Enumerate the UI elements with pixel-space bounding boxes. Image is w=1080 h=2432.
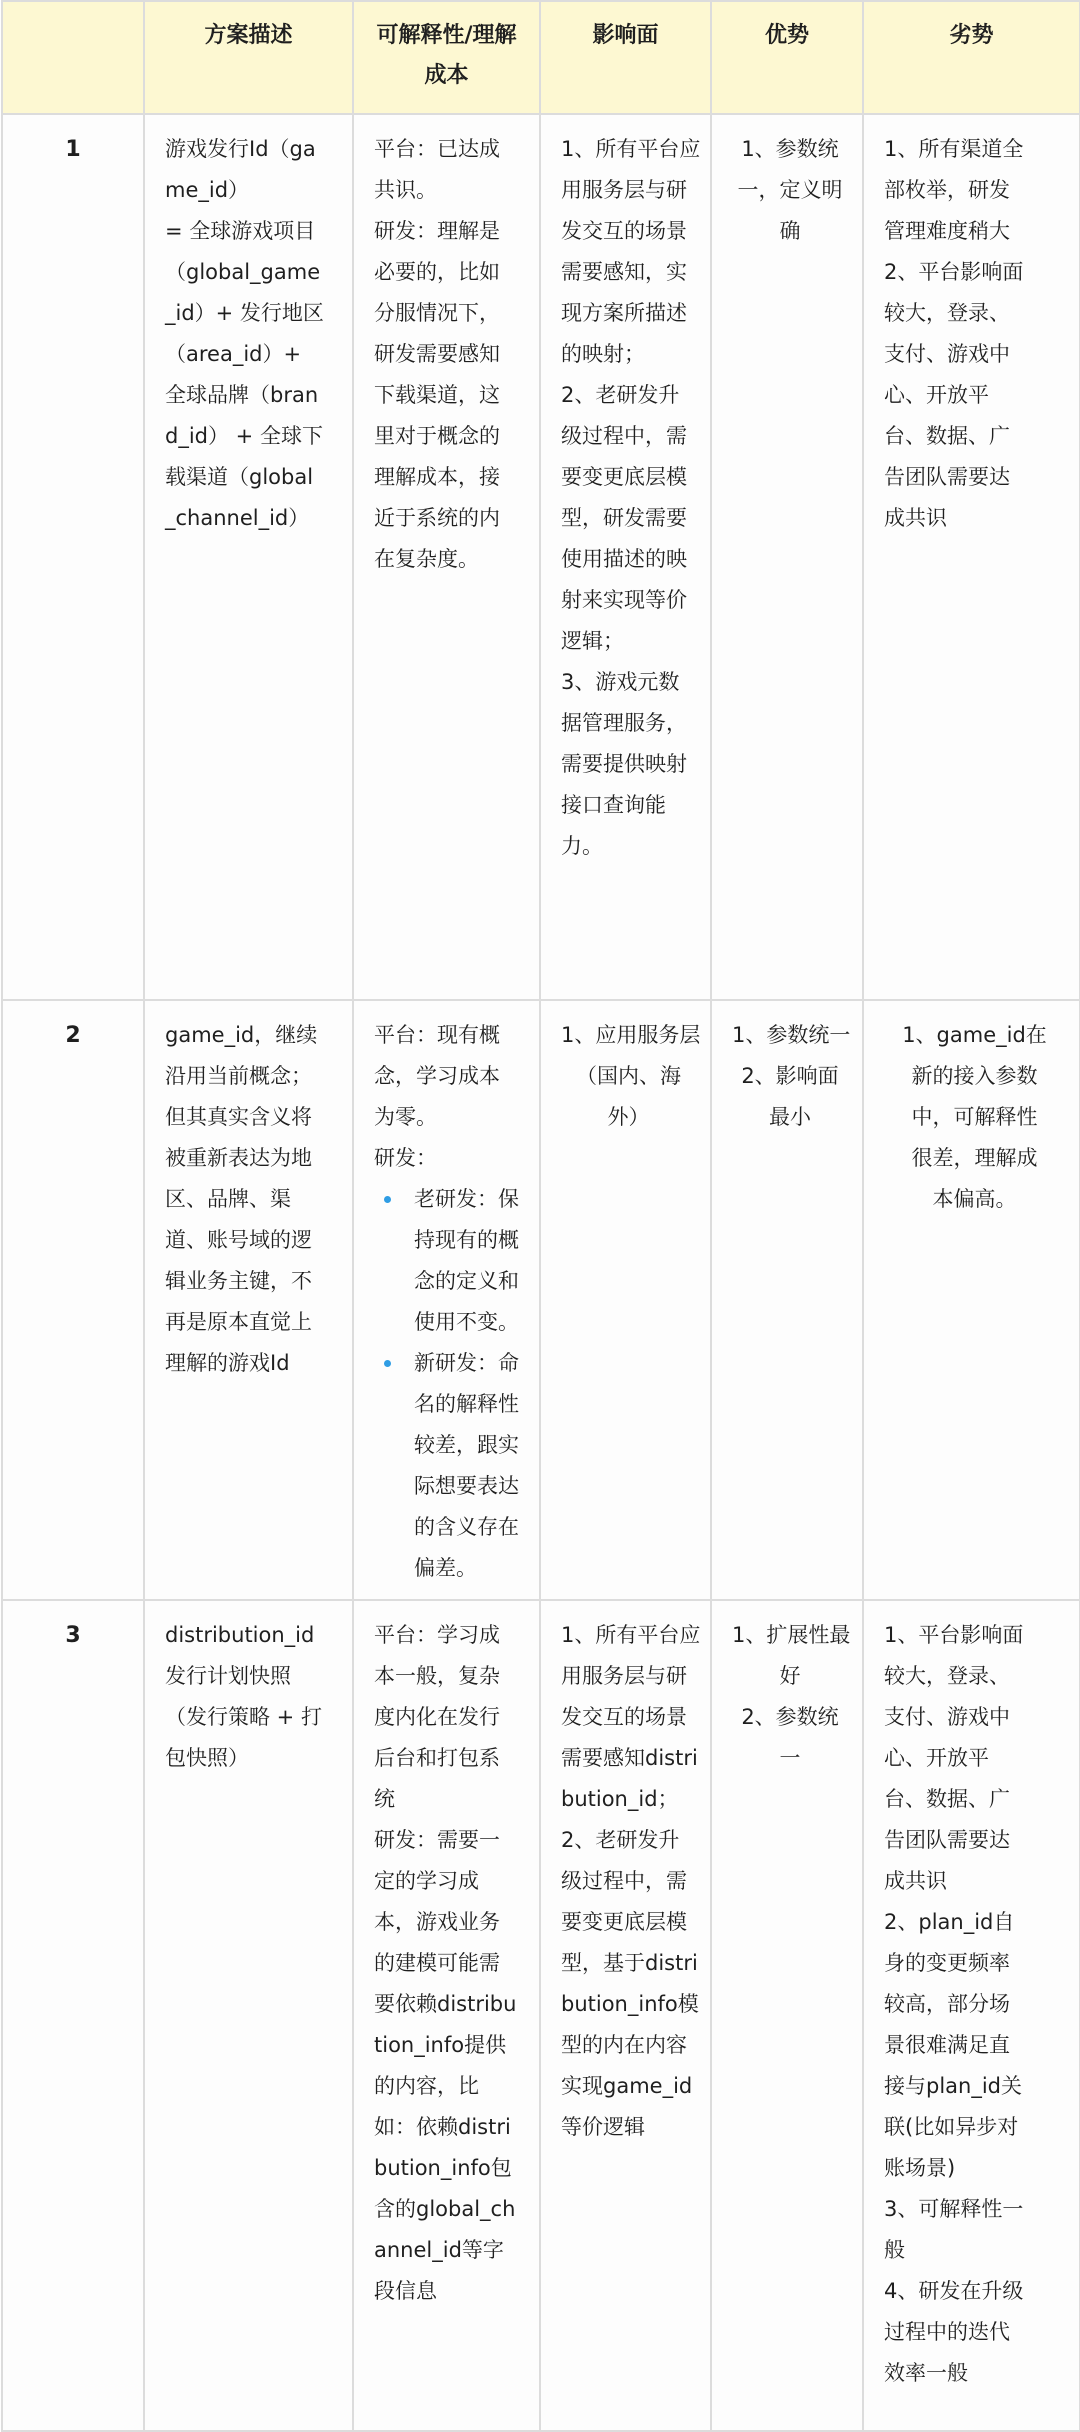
cell-line: 但其真实含义将 <box>165 1105 312 1129</box>
cell-description <box>144 1600 353 2431</box>
cell-line: 心、开放平 <box>884 383 989 407</box>
cell-line: 级过程中，需 <box>561 424 687 448</box>
cell-line: 型，基于distri <box>561 1951 698 1975</box>
cell-line: 使用不变。 <box>414 1310 519 1334</box>
cell-line: d_id） + 全球下 <box>165 424 323 448</box>
cell-line: 要变更底层模 <box>561 1910 687 1934</box>
header-cons: 劣势 <box>863 1 1080 114</box>
table-row <box>2 1600 1080 2431</box>
cell-line: 里对于概念的 <box>374 424 500 448</box>
header-row <box>2 1 1080 114</box>
cell-line: 含的global_ch <box>374 2197 516 2221</box>
cell-impact <box>540 1000 711 1600</box>
cell-line: 平台：现有概 <box>374 1023 500 1047</box>
cell-line: 部枚举，研发 <box>884 178 1010 202</box>
cell-line: 台、数据、广 <box>884 1787 1010 1811</box>
cell-line: 要依赖distribu <box>374 1992 517 2016</box>
cell-line: 的含义存在 <box>414 1515 519 1539</box>
cell-line: 1、应用服务层 <box>561 1023 701 1047</box>
cell-line: 平台：已达成 <box>374 137 500 161</box>
cell-line: 偏差。 <box>414 1556 477 1580</box>
cell-line: 很差，理解成 <box>911 1146 1038 1170</box>
cell-line: 支付、游戏中 <box>884 342 1010 366</box>
cell-line: 际想要表达 <box>414 1474 519 1498</box>
cell-cons <box>863 1600 1080 2431</box>
cell-line: 较高，部分场 <box>884 1992 1010 2016</box>
cell-line: me_id） <box>165 178 250 202</box>
cell-line: 管理难度稍大 <box>884 219 1010 243</box>
cell-line: 型，研发需要 <box>561 506 687 530</box>
header-index <box>2 1 144 114</box>
cell-line: 的建模可能需 <box>374 1951 500 1975</box>
cell-line: 研发：理解是 <box>374 219 500 243</box>
cell-line: 一 <box>779 1746 801 1770</box>
cell-line: 1、参数统一 <box>732 1023 851 1047</box>
cell-line: 研发： <box>374 1146 437 1170</box>
cell-line: 念的定义和 <box>414 1269 519 1293</box>
cell-line: （area_id）+ <box>165 342 302 366</box>
cell-line: 新研发：命 <box>414 1351 519 1375</box>
header-explainability-line: 可解释性/理解 <box>376 23 517 48</box>
cell-line: 本偏高。 <box>932 1187 1017 1211</box>
cell-line: 为零。 <box>374 1105 437 1129</box>
cell-line: 统 <box>374 1787 395 1811</box>
cell-line: 告团队需要达 <box>884 1828 1010 1852</box>
cell-line: （global_game <box>165 260 321 284</box>
cell-line: 过程中的迭代 <box>884 2320 1010 2344</box>
cell-line: 好 <box>779 1664 801 1688</box>
cell-explainability <box>353 1000 540 1600</box>
cell-line: 载渠道（global <box>165 465 314 489</box>
cell-line: （国内、海 <box>576 1064 681 1088</box>
cell-line: 接与plan_id关 <box>884 2074 1023 2098</box>
cell-cons <box>863 1000 1080 1600</box>
cell-line: 1、扩展性最 <box>732 1623 851 1647</box>
cell-line: （发行策略 + 打 <box>165 1705 322 1729</box>
cell-line: 支付、游戏中 <box>884 1705 1010 1729</box>
cell-line: _channel_id） <box>165 506 310 530</box>
cell-line: 本一般，复杂 <box>374 1664 500 1688</box>
cell-line: 定的学习成 <box>374 1869 479 1893</box>
cell-line: 成共识 <box>884 1869 947 1893</box>
row-index: 3 <box>2 1600 144 2431</box>
cell-line: 全球品牌（bran <box>165 383 319 407</box>
cell-line: 实现game_id <box>561 2074 693 2098</box>
header-explainability <box>353 1 540 114</box>
cell-line: 2、plan_id自 <box>884 1910 1015 1934</box>
cell-line: 研发需要感知 <box>374 342 500 366</box>
cell-line: 接口查询能 <box>561 793 666 817</box>
cell-line: 1、参数统 <box>741 137 839 161</box>
cell-line: annel_id等字 <box>374 2238 504 2262</box>
cell-line: 辑业务主键，不 <box>165 1269 312 1293</box>
cell-line: 的内容，比 <box>374 2074 479 2098</box>
row-index: 1 <box>2 114 144 1000</box>
cell-line: bution_info模 <box>561 1992 699 2016</box>
cell-line: 持现有的概 <box>414 1228 519 1252</box>
bullet-item-old-dev <box>374 1179 525 1343</box>
header-explainability-line: 成本 <box>424 63 469 88</box>
comparison-table <box>1 0 1080 2432</box>
cell-line: 现方案所描述 <box>561 301 687 325</box>
cell-line: 发交互的场景 <box>561 1705 687 1729</box>
cell-line: 1、所有渠道全 <box>884 137 1024 161</box>
row-index: 2 <box>2 1000 144 1600</box>
cell-line: 在复杂度。 <box>374 547 479 571</box>
cell-line: 联(比如异步对 <box>884 2115 1019 2139</box>
cell-line: 账场景) <box>884 2156 956 2180</box>
cell-impact <box>540 114 711 1000</box>
cell-line: 区、品牌、渠 <box>165 1187 291 1211</box>
cell-description <box>144 1000 353 1600</box>
cell-line: 道、账号域的逻 <box>165 1228 312 1252</box>
cell-line: bution_id； <box>561 1787 679 1811</box>
cell-line: 确 <box>779 219 801 243</box>
cell-line: 如：依赖distri <box>374 2115 511 2139</box>
cell-line: 段信息 <box>374 2279 437 2303</box>
cell-explainability <box>353 1600 540 2431</box>
cell-line: _id）+ 发行地区 <box>165 301 324 325</box>
cell-line: 1、平台影响面 <box>884 1623 1024 1647</box>
cell-line: 理解成本，接 <box>374 465 500 489</box>
explainability-bullets <box>374 1179 525 1589</box>
cell-line: 射来实现等价 <box>561 588 687 612</box>
cell-line: 台、数据、广 <box>884 424 1010 448</box>
cell-line: 必要的，比如 <box>374 260 500 284</box>
cell-line: 较大，登录、 <box>884 1664 1010 1688</box>
cell-line: 景很难满足直 <box>884 2033 1010 2057</box>
cell-line: 名的解释性 <box>414 1392 519 1416</box>
cell-line: tion_info提供 <box>374 2033 507 2057</box>
header-description: 方案描述 <box>144 1 353 114</box>
cell-line: 效率一般 <box>884 2361 968 2385</box>
cell-line: 使用描述的映 <box>561 547 687 571</box>
cell-line: 的映射； <box>561 342 645 366</box>
cell-line: 发行计划快照 <box>165 1664 291 1688</box>
cell-line: 逻辑； <box>561 629 624 653</box>
cell-line: 平台：学习成 <box>374 1623 500 1647</box>
cell-line: 型的内在内容 <box>561 2033 687 2057</box>
cell-line: 2、老研发升 <box>561 383 680 407</box>
cell-line: 游戏发行Id（ga <box>165 137 316 161</box>
header-impact: 影响面 <box>540 1 711 114</box>
cell-line: 被重新表达为地 <box>165 1146 312 1170</box>
cell-cons <box>863 114 1080 1000</box>
cell-line: 1、所有平台应 <box>561 137 701 161</box>
cell-line: 发交互的场景 <box>561 219 687 243</box>
cell-line: 3、可解释性一 <box>884 2197 1024 2221</box>
cell-pros <box>711 1000 863 1600</box>
cell-line: 包快照） <box>165 1746 249 1770</box>
explainability-intro <box>374 1015 525 1179</box>
cell-line: 2、平台影响面 <box>884 260 1024 284</box>
cell-line: 级过程中，需 <box>561 1869 687 1893</box>
cell-line: 中，可解释性 <box>911 1105 1038 1129</box>
cell-line: 需要提供映射 <box>561 752 687 776</box>
cell-impact <box>540 1600 711 2431</box>
cell-line: bution_info包 <box>374 2156 512 2180</box>
cell-line: 据管理服务， <box>561 711 687 735</box>
cell-line: 心、开放平 <box>884 1746 989 1770</box>
cell-line: 一，定义明 <box>737 178 843 202</box>
cell-line: 4、研发在升级 <box>884 2279 1024 2303</box>
cell-line: 力。 <box>561 834 603 858</box>
cell-line: distribution_id <box>165 1623 315 1647</box>
cell-explainability <box>353 114 540 1000</box>
cell-line: = 全球游戏项目 <box>165 219 316 243</box>
cell-line: 成共识 <box>884 506 947 530</box>
cell-line: 用服务层与研 <box>561 1664 687 1688</box>
table-row <box>2 114 1080 1000</box>
cell-line: 较大，登录、 <box>884 301 1010 325</box>
cell-line: 2、老研发升 <box>561 1828 680 1852</box>
cell-line: 外） <box>607 1105 650 1129</box>
bullet-item-new-dev <box>374 1343 525 1589</box>
cell-line: 身的变更频率 <box>884 1951 1010 1975</box>
cell-line: 本，游戏业务 <box>374 1910 500 1934</box>
cell-line: 沿用当前概念； <box>165 1064 312 1088</box>
cell-line: 需要感知distri <box>561 1746 698 1770</box>
cell-line: 要变更底层模 <box>561 465 687 489</box>
cell-description <box>144 114 353 1000</box>
cell-line: 用服务层与研 <box>561 178 687 202</box>
cell-line: 下载渠道，这 <box>374 383 500 407</box>
cell-line: 共识。 <box>374 178 437 202</box>
cell-line: 近于系统的内 <box>374 506 500 530</box>
cell-line: 1、所有平台应 <box>561 1623 701 1647</box>
cell-line: 1、game_id在 <box>902 1023 1047 1047</box>
cell-line: game_id，继续 <box>165 1023 318 1047</box>
cell-line: 般 <box>884 2238 905 2262</box>
cell-line: 新的接入参数 <box>911 1064 1038 1088</box>
cell-line: 需要感知，实 <box>561 260 687 284</box>
header-pros: 优势 <box>711 1 863 114</box>
cell-pros <box>711 1600 863 2431</box>
cell-pros <box>711 114 863 1000</box>
cell-line: 3、游戏元数 <box>561 670 680 694</box>
cell-line: 再是原本直觉上 <box>165 1310 312 1334</box>
cell-line: 老研发：保 <box>414 1187 519 1211</box>
cell-line: 度内化在发行 <box>374 1705 500 1729</box>
cell-line: 较差，跟实 <box>414 1433 519 1457</box>
cell-line: 等价逻辑 <box>561 2115 645 2139</box>
cell-line: 理解的游戏Id <box>165 1351 290 1375</box>
cell-line: 最小 <box>769 1105 811 1129</box>
cell-line: 分服情况下， <box>374 301 500 325</box>
cell-line: 告团队需要达 <box>884 465 1010 489</box>
cell-line: 后台和打包系 <box>374 1746 500 1770</box>
cell-line: 念，学习成本 <box>374 1064 500 1088</box>
cell-line: 2、参数统 <box>741 1705 839 1729</box>
cell-line: 研发：需要一 <box>374 1828 500 1852</box>
table-row <box>2 1000 1080 1600</box>
cell-line: 2、影响面 <box>741 1064 839 1088</box>
